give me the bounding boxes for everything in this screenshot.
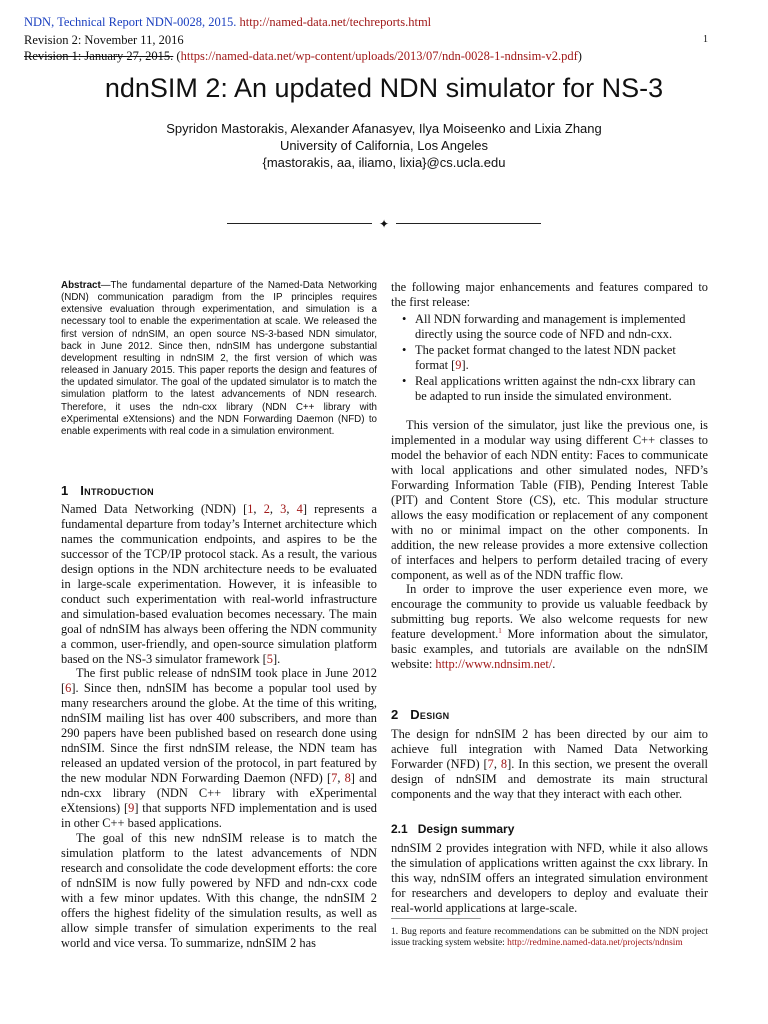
subsection-2-1-title: Design summary xyxy=(417,822,515,836)
ndnsim-website-link[interactable]: http://www.ndnsim.net/ xyxy=(435,657,553,672)
text-run: The packet format changed to the latest NDN packet format [ xyxy=(415,342,676,372)
enhancements-intro: the following major enhancements and features compared to the first release: xyxy=(391,280,708,309)
report-citation: NDN, Technical Report NDN-0028, 2015. xyxy=(24,15,237,29)
citation-link[interactable]: 2 xyxy=(263,502,270,516)
text-run: The first public release of ndnSIM took place in June 2012 [ xyxy=(61,666,377,696)
citation-link[interactable]: 9 xyxy=(455,357,462,372)
footnote-rule xyxy=(391,918,481,919)
right-column-body xyxy=(391,418,708,672)
revision-1-line xyxy=(24,48,582,64)
footnote-mark: 1. xyxy=(391,927,399,937)
text-run: ]. xyxy=(272,651,281,666)
footnote-text: Bug reports and feature recommendations can be submitted on the NDN project issue tracking system website: xyxy=(391,927,708,948)
citation-link[interactable]: 8 xyxy=(500,756,508,771)
enhancements-list xyxy=(391,312,708,405)
revision-1-paren-close: ) xyxy=(577,49,582,63)
design-paragraph xyxy=(391,727,708,802)
divider-ornament-icon: ✦ xyxy=(378,217,390,231)
text-run: ] that supports NFD implementation and is used in other C++ based applications. xyxy=(61,801,377,831)
modular-paragraph: This version of the simulator, just like the previous one, is implemented in a modular way using different C++ classes to model the behavior of each NDN entity: Faces to communicate with local applications and other simulated nodes, NFD’s Forwarding Information Table (FIB), Pending Interest Table (PIT) and Content Store (CS), etc. This modular structure allows the easy modification or replacement of any component with no or minimal impact on the other components. In addition, the new release provides a more extensive collection of interfaces and helpers to perform detailed tracing of every component, as well as of the NDN traffic flow. xyxy=(391,418,708,582)
text-run: , xyxy=(286,502,297,516)
section-2-title: Design xyxy=(410,707,450,722)
text-run: More information about the simulator, basic examples, and tutorials are available on the ndnSIM website: xyxy=(391,627,708,672)
footnote-marker-link[interactable]: 1 xyxy=(498,627,502,636)
text-run: . xyxy=(552,657,556,672)
divider-line-right xyxy=(396,223,541,224)
revision-1-pdf-link[interactable]: https://named-data.net/wp-content/uploads/2013/07/ndn-0028-1-ndnsim-v2.pdf xyxy=(180,49,578,63)
section-1-body xyxy=(61,502,377,951)
abstract-label: Abstract xyxy=(61,280,101,291)
abstract xyxy=(61,280,377,438)
text-run: ]. Since then, ndnSIM has become a popular tool used by many researchers around the globe. At the time of this writing, ndnSIM mailing list has over 400 subscribers, and more than 290 papers have been published based on research done using ndnSIM. Since the first ndnSIM release, the NDN team has released an updated version of the protocol, in part featured by the new modular NDN Forwarding Daemon (NFD) [ xyxy=(61,681,377,786)
abstract-dash: — xyxy=(100,280,111,291)
citation-link[interactable]: 9 xyxy=(128,801,135,816)
citation-link[interactable]: 4 xyxy=(296,502,303,516)
report-info-line xyxy=(24,14,431,30)
citation-link[interactable]: 8 xyxy=(344,771,351,786)
citation-link[interactable]: 7 xyxy=(487,756,494,771)
text-run: , xyxy=(253,502,264,516)
design-summary-paragraph: ndnSIM 2 provides integration with NFD, while it also allows the simulation of applications written against the cxx library. In this way, ndnSIM offers an integrated simulation environment for researchers and developers to deploy and evaluate their real-world applications at large-scale. xyxy=(391,841,708,915)
footnote xyxy=(391,927,708,949)
page-number: 1 xyxy=(703,34,708,45)
citation-link[interactable]: 3 xyxy=(280,502,287,516)
paper-title: ndnSIM 2: An updated NDN simulator for NS-3 xyxy=(104,73,664,103)
abstract-text: The fundamental departure of the Named-Data Networking (NDN) communication paradigm from the IP principles requires extensive evaluation through experimentation, and simulation is a necessary tool to enable the experimentation at scale. We released the first version of ndnSIM, an open source NS-3-based NDN simulator, back in June 2012. Since then, ndnSIM has undergone substantial development resulting in ndnSIM 2, the first version of which was released in January 2015. This paper reports the design and features of the updated simulator. The goal of the updated simulator is to match the simulation platform to the latest advancements of NDN research. Therefore, it uses the ndn-cxx library (NDN C++ library with eXperimental eXtensions) and the NDN Forwarding Daemon (NFD) to enable experiments with real code in a simulation environment. xyxy=(61,280,377,437)
subsection-2-1-number: 2.1 xyxy=(391,822,408,836)
text-run: , xyxy=(337,771,345,786)
section-2-number: 2 xyxy=(391,707,399,722)
text-run: The design for ndnSIM 2 has been directed by our aim to achieve full integration with Named Data Networking Forwarder (NFD) [ xyxy=(391,727,708,771)
redmine-link[interactable]: http://redmine.named-data.net/projects/ndnsim xyxy=(507,938,683,948)
author-names: Spyridon Mastorakis, Alexander Afanasyev, Ilya Moiseenko and Lixia Zhang xyxy=(166,121,602,136)
revision-2-line: Revision 2: November 11, 2016 xyxy=(24,33,184,47)
section-1-title: Introduction xyxy=(80,483,154,498)
text-run: Named Data Networking (NDN) [ xyxy=(61,502,248,516)
author-emails: {mastorakis, aa, iliamo, lixia}@cs.ucla.edu xyxy=(262,155,506,170)
subsection-2-1-heading xyxy=(391,822,514,837)
list-item: • All NDN forwarding and management is implemented directly using the source code of NFD and ndn-cxx. xyxy=(391,312,708,342)
feedback-paragraph xyxy=(391,582,708,672)
citation-link[interactable]: 7 xyxy=(331,771,338,786)
section-2-heading xyxy=(391,707,449,723)
section-2-body xyxy=(391,727,708,802)
text-run: , xyxy=(269,502,281,516)
title-divider xyxy=(227,215,541,233)
text-run: ] represents a fundamental departure from today’s Internet architecture which names the communication endpoints, and aspires to be the successor of the TCP/IP protocol stack. As a result, the various design options in the NDN architecture needs to be evaluated in large-scale experimentation. However, it is infeasible to conduct such experimentation with real-world infrastructure and simulation-based evaluation becomes necessary. The main goal of ndnSIM has always been offering the NDN community a common, user-friendly, and open-source simulation platform based on the NS-3 simulator framework [ xyxy=(61,502,377,666)
text-run: , xyxy=(493,756,501,771)
text-run: ]. In this section, we present the overall design of ndnSIM and demostrate its main structural components and the way that they interact with each other. xyxy=(391,756,708,801)
list-item xyxy=(391,343,708,373)
author-affiliation: University of California, Los Angeles xyxy=(279,138,489,153)
subsection-2-1-body xyxy=(391,841,708,916)
citation-link[interactable]: 5 xyxy=(266,651,273,666)
text-run: ] and ndn-cxx library (NDN C++ library with eXperimental eXtensions) [ xyxy=(61,771,377,816)
text-run: In order to improve the user experience even more, we encourage the community to provide us valuable feedback by submitting bug reports. We also welcome requests for new feature development. xyxy=(391,582,708,642)
text-run: ]. xyxy=(461,357,469,372)
citation-link[interactable]: 6 xyxy=(65,681,72,696)
list-item: • Real applications written against the ndn-cxx library can be adapted to run inside the simulated environment. xyxy=(391,374,708,404)
revision-1-paren-open: ( xyxy=(173,49,181,63)
intro-paragraph-1 xyxy=(61,502,377,666)
divider-line-left xyxy=(227,223,372,224)
revision-1-struck-text: Revision 1: January 27, 2015. xyxy=(24,49,174,63)
techreports-link[interactable]: http://named-data.net/techreports.html xyxy=(239,15,432,29)
citation-link[interactable]: 1 xyxy=(247,502,254,516)
section-1-heading xyxy=(61,483,154,499)
intro-paragraph-2 xyxy=(61,666,377,830)
section-1-number: 1 xyxy=(61,483,69,498)
intro-paragraph-3: The goal of this new ndnSIM release is to match the simulation platform to the latest advancements of NDN research and consolidate the code development efforts: the core of ndnSIM is now fully powered by NFD and ndn-cxx code with a few minor updates. With this change, the ndnSIM 2 offers the highest fidelity of the simulation results, as well as allow simple transfer of simulation experiments to the real world and vice versa. To summarize, ndnSIM 2 has xyxy=(61,830,377,950)
